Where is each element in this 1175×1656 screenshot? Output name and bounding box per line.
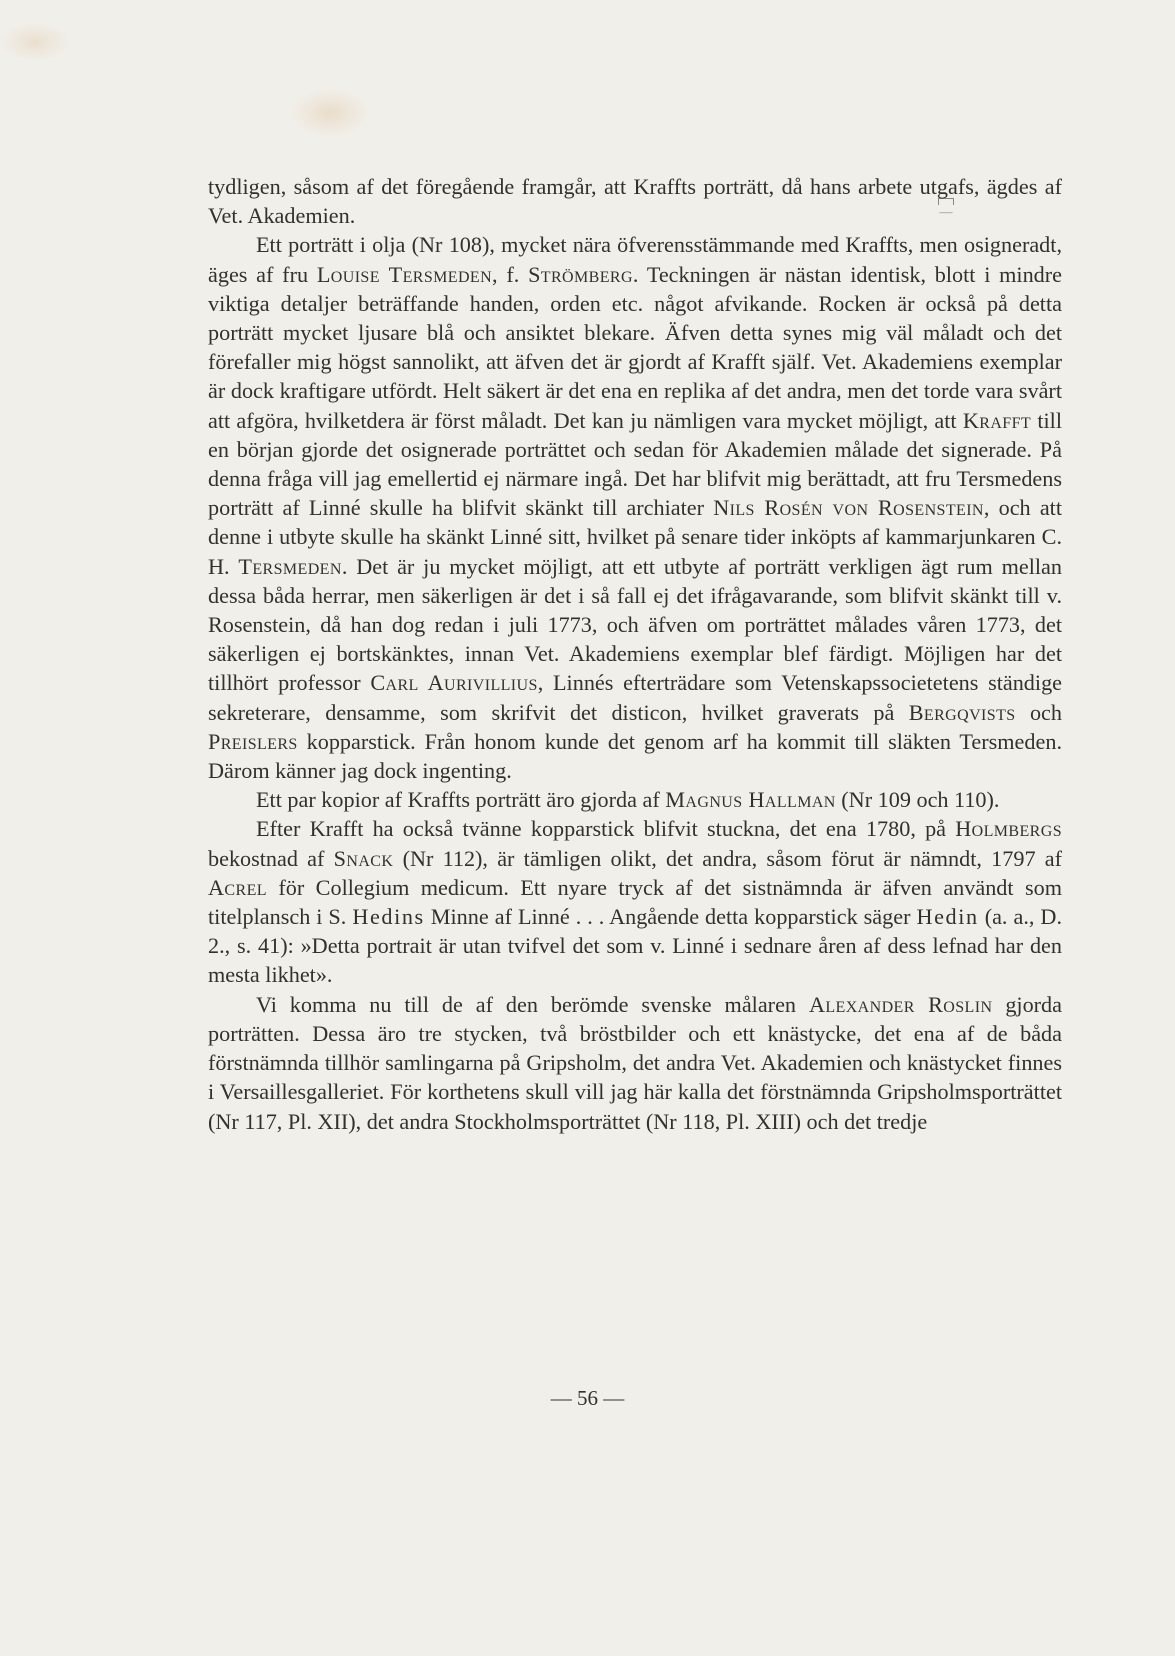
paragraph (208, 172, 1062, 230)
text-run: , f. (492, 261, 529, 287)
text-run: Vi komma nu till de af den berömde svenske målaren (256, 991, 809, 1017)
name-text: Acrel (208, 874, 267, 900)
text-run: , Linnés efterträdare som Vetenskapssocietetens ständige sekreterare, densamme, som skrifvit det disticon, hvilket graverats på (208, 670, 1063, 725)
paragraph (208, 230, 1062, 785)
text-run: Efter Krafft ha också tvänne kopparstick blifvit stuckna, det ena 1780, på (256, 816, 956, 842)
paragraph (208, 990, 1062, 1136)
name-text: Tersmeden (238, 553, 342, 579)
name-text: Hedin (916, 904, 979, 930)
name-text: Nils Rosén von Rosenstein (713, 495, 984, 521)
text-run: (Nr 109 och 110). (835, 787, 1000, 813)
name-text: Alexander Roslin (808, 991, 993, 1017)
page-number: — 56 — (550, 1386, 625, 1410)
text-run: tydligen, såsom af det föregående framgår, att Kraffts porträtt, då hans arbete utgafs, ägdes af Vet. Akademien. (208, 174, 1062, 229)
text-run: bekostnad af (208, 845, 334, 871)
name-text: Hedins (352, 904, 425, 930)
text-run: Minne af Linné . . . Angående detta kopparstick säger (424, 904, 917, 930)
name-text: Strömberg (528, 261, 633, 287)
text-run: . Det är ju mycket möjligt, att ett utbyte af porträtt verkligen ägt rum mellan dessa båda herrar, men säkerligen är det i så fall ej det ifrågavarande, som blifvit skänkt till v. Rosenstein, då han dog redan i juli 1773, och äfven om porträttet målades våren 1773, det säkerligen ej bortskänktes, innan Vet. Akademiens exemplar blef färdigt. Möjligen har det tillhört professor (208, 553, 1062, 696)
text-run: till en början gjorde det osignerade porträttet och sedan för Akademien målade det signerade. På denna fråga vill jag emellertid ej närmare ingå. Det har blifvit mig berättadt, att fru Tersmedens porträtt af Linné skulle ha blifvit skänkt till archiater (208, 407, 1062, 521)
text-run: kopparstick. Från honom kunde det genom arf ha kommit till släkten Tersmeden. Därom känner jag dock ingenting. (208, 728, 1062, 784)
margin-mark-icon: — (936, 198, 956, 224)
text-run: gjorda porträtten. Dessa äro tre stycken, två bröstbilder och ett knästycke, det ena af de båda förstnämnda tillhör samlingarna på Gripsholm, det andra Vet. Akademien och knästycket finnes i Versaillesgalleriet. För korthetens skull vill jag här kalla det förstnämnda Gripsholmsporträttet (Nr 117, Pl. XII), det andra Stockholmsporträttet (Nr 118, Pl. XIII) och det tredje (208, 991, 1063, 1134)
text-run: Ett par kopior af Kraffts porträtt äro gjorda af (256, 787, 666, 813)
text-run: . Teckningen är nästan identisk, blott i mindre viktiga detaljer beträffande handen, orden etc. något afvikande. Rocken är också på detta porträtt mycket ljusare blå och ansiktet blekare. Äfven detta synes mig väl måladt och det förefaller mig högst sannolikt, att äfven det är gjordt af Krafft själf. Vet. Akademiens exemplar är dock kraftigare utfördt. Helt säkert är det ena en replika af det andra, men det torde vara svårt att afgöra, hvilketdera är först måladt. Det kan ju nämligen vara mycket möjligt, att (208, 261, 1062, 433)
text-run: för Collegium medicum. Ett nyare tryck af det sistnämnda är äfven användt som titelplansch i S. (208, 874, 1062, 930)
body-text (208, 172, 1062, 1136)
text-run: , och att denne i utbyte skulle ha skänkt Linné sitt, hvilket på senare tider inköpts af kammarjunkaren C. H. (208, 495, 1062, 579)
text-run: (a. a., D. 2., s. 41): »Detta portrait är utan tvifvel det som v. Linné i sednare åren af dess lefnad har den mesta likhet». (208, 904, 1062, 988)
text-run: och (1015, 699, 1062, 725)
name-text: Bergqvists (908, 699, 1016, 725)
name-text: Preislers (208, 728, 298, 754)
name-text: Carl Aurivillius (370, 670, 538, 696)
paper-stain (290, 88, 370, 138)
paragraph (208, 814, 1062, 989)
paper-stain (0, 22, 70, 62)
name-text: Holmbergs (955, 816, 1062, 842)
text-run: (Nr 112), är tämligen olikt, det andra, såsom förut är nämndt, 1797 af (393, 845, 1063, 871)
text-run: Ett porträtt i olja (Nr 108), mycket nära öfverensstämmande med Kraffts, men osigneradt, äges af fru (208, 232, 1062, 287)
name-text: Krafft (962, 407, 1032, 433)
paragraph (208, 785, 1062, 814)
name-text: Magnus Hallman (665, 787, 836, 813)
name-text: Snack (333, 845, 394, 871)
name-text: Louise Tersmeden (316, 261, 493, 287)
